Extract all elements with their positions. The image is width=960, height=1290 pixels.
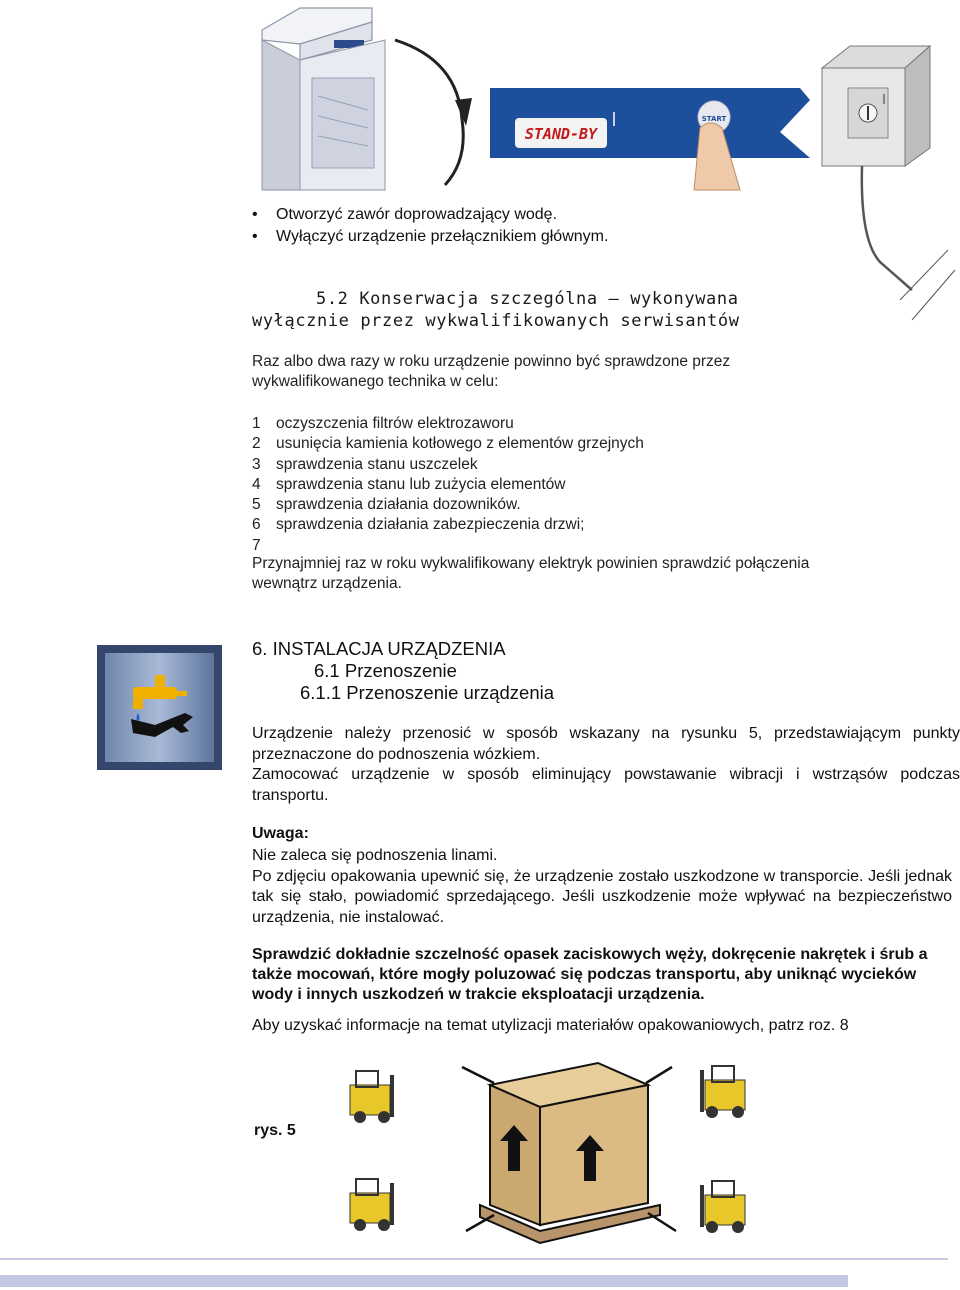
section-5-2-intro: Raz albo dwa razy w roku urządzenie powinno być sprawdzone przez wykwalifikowanego technika w celu: [252,353,731,390]
start-button-label: START [701,115,727,123]
list-item: 1 oczyszczenia filtrów elektrozaworu [252,415,514,432]
stand-by-display: STAND-BY [524,125,598,143]
list-item: 7 [252,536,261,554]
forklift-figure [330,1055,775,1255]
list-item: • Otworzyć zawór doprowadzający wodę. [252,206,558,223]
forklift-icon [700,1066,745,1118]
footer-bar [0,1275,848,1287]
maintenance-checklist [252,414,852,556]
shutdown-bullets [252,204,608,248]
forklift-icon [350,1179,394,1231]
list-item: 6 sprawdzenia działania zabezpieczenia drzwi; [252,516,585,534]
list-item: 2 usunięcia kamienia kotłowego z elementów grzejnych [252,435,644,453]
inspection-warning: Sprawdzić dokładnie szczelność opasek zaciskowych węży, dokręcenie nakrętek i śrub a także mocowań, które mogły poluzować się podczas transportu, aby uniknąć wycieków wody i innych uszkodzeń w trakcie eksploatacji urządzenia. [252,946,928,1003]
electrician-note: Przynajmniej raz w roku wykwalifikowany elektryk powinien sprawdzić połączenia wewnątrz urządzenia. [252,555,810,593]
dishwasher-open-icon [262,8,472,190]
footer-divider [0,1258,948,1260]
wall-switch-icon [822,46,955,320]
list-item: 4 sprawdzenia stanu lub zużycia elementów [252,475,566,493]
section-6-heading: 6. INSTALACJA URZĄDZENIA [252,638,506,659]
recycling-note: Aby uzyskać informacje na temat utylizacji materiałów opakowaniowych, patrz roz. 8 [252,1017,849,1034]
warning-label: Uwaga: [252,825,309,842]
forklift-icon [350,1071,394,1123]
section-6-1-heading: 6.1 Przenoszenie [314,660,457,681]
list-item: 5 sprawdzenia działania dozowników. [252,496,521,514]
control-panel-icon [490,88,810,190]
warning-text: Nie zaleca się podnoszenia linami. Po zdjęciu opakowania upewnić się, że urządzenie zostało uszkodzone w transporcie. Jeśli jednak tak się stało, powiadomić sprzedającego. Jeśli uszkodzenie może wpływać na bezpieczeństwo urządzenia, nie instalować. [252,847,952,926]
list-item: • Wyłączyć urządzenie przełącznikiem głównym. [252,228,609,245]
figure-label: rys. 5 [254,1122,296,1139]
packaged-machine-icon [462,1063,676,1243]
forklift-icon [700,1181,745,1233]
moving-instructions: Urządzenie należy przenosić w sposób wskazany na rysunku 5, przedstawiającym punkty przeznaczone do podnoszenia wózkiem. Zamocować urządzenie w sposób eliminujący powstawanie wibracji i wstrząsów podczas transportu. [252,725,960,804]
section-6-1-1-heading: 6.1.1 Przenoszenie urządzenia [300,682,555,703]
list-item: 3 sprawdzenia stanu uszczelek [252,455,478,473]
section-5-2-title: 5.2 Konserwacja szczególna – wykonywana wyłącznie przez wykwalifikowanych serwisantów [252,289,740,331]
tap-wrench-icon [97,645,222,770]
